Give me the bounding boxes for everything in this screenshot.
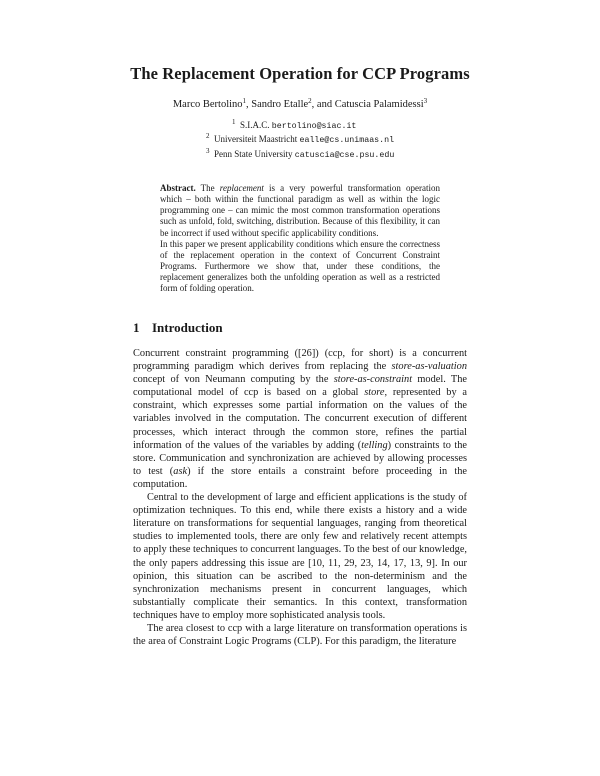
author-name: Marco Bertolino — [172, 99, 243, 110]
body-text-run: Concurrent constraint programming ([26]) (ccp, for short) is a concurrent programming paradigm which derives from replacing the — [133, 348, 467, 373]
body-paragraph — [133, 347, 467, 491]
abstract-text: is a very powerful transformation operation which – both within the functional paradigm as well as within the logic programming one – can mimic the most common transformation operations such as unfold, fold, switching, distribution. Because of this flexibility, it can be incorrect if used without specific applicability conditions. — [160, 183, 440, 238]
affiliation-institution: S.I.A.C. — [240, 120, 270, 130]
body-text-run: ) if the store entails a constraint before proceeding in the computation. — [133, 465, 468, 490]
author-mark: 2 — [308, 97, 312, 105]
body-paragraph: The area closest to ccp with a large literature on transformation operations is the area of Constraint Logic Programs (CLP). For this paradigm, the literature — [133, 622, 467, 648]
affiliation-institution: Penn State University — [214, 148, 293, 159]
emphasized-term: store-as-valuation — [391, 361, 467, 373]
author-list — [0, 99, 600, 110]
affiliation-email: ealle@cs.unimaas.nl — [299, 136, 395, 146]
emphasized-term: store-as-constraint — [333, 374, 413, 386]
abstract — [160, 183, 440, 295]
body-text-run: model. The computational model of ccp is based on a global — [133, 374, 467, 399]
paper-title: The Replacement Operation for CCP Programs — [130, 64, 470, 83]
author-name: Sandro Etalle — [251, 99, 309, 110]
author-mark: 1 — [242, 97, 247, 105]
author-mark: 3 — [423, 97, 428, 105]
abstract-paragraph: In this paper we present applicability conditions which ensure the correctness of the replacement operation in the context of Concurrent Constraint Programs. Furthermore we show that, under these conditions, the replacement generalizes both the unfolding operation as well as a restricted form of folding operation. — [160, 238, 440, 294]
abstract-emphasis: replacement — [219, 183, 264, 193]
affiliation-institution: Universiteit Maastricht — [214, 134, 298, 145]
body-text-run: ) constraints to the store. Communication and synchronization are achieved by allowing processes to test ( — [133, 439, 467, 477]
emphasized-term: store — [364, 387, 385, 399]
affiliation-mark: 2 — [206, 132, 210, 141]
abstract-paragraph — [160, 183, 440, 239]
affiliation-mark: 1 — [232, 118, 236, 126]
affiliation-list — [206, 119, 394, 162]
affiliation-email: bertolino@siac.it — [271, 122, 357, 131]
affiliation — [206, 119, 394, 133]
body-text-run: , represented by a constraint, which expresses some partial information on the values of the variables involved in the computation. The concurrent execution of different processes, which interact through the common store, refines the partial information of the values of the variables by adding ( — [133, 387, 468, 451]
affiliation-mark: 3 — [206, 146, 210, 155]
emphasized-term: ask — [173, 465, 188, 477]
affiliation-email: catuscia@cse.psu.edu — [294, 150, 395, 160]
section-title: Introduction — [152, 320, 223, 335]
section-number: 1 — [133, 320, 140, 335]
affiliation — [206, 148, 394, 162]
introduction-body — [133, 347, 467, 648]
author-separator: , and — [311, 99, 335, 110]
abstract-text: The — [195, 183, 220, 193]
author-name: Catuscia Palamidessi — [334, 99, 424, 110]
emphasized-term: telling — [361, 439, 388, 451]
section-heading — [133, 320, 223, 336]
author-separator: , — [246, 99, 252, 110]
abstract-label: Abstract. — [160, 183, 196, 193]
body-text-run: concept of von Neumann computing by the — [133, 374, 334, 386]
body-paragraph: Central to the development of large and efficient applications is the study of optimization techniques. To this end, while there exists a history and a wide literature on transformations for sequential languages, ranging from theoretical studies to implemented tools, there are only few and relatively recent attempts to apply these techniques to concurrent languages. To the best of our knowledge, the only papers addressing this issue are [10, 11, 29, 23, 14, 17, 13, 9]. In our opinion, this situation can be ascribed to the non-determinism and the synchronization mechanisms present in concurrent languages, which substantially complicate their semantics. In this context, transformation techniques have to employ more sophisticated analysis tools. — [133, 492, 468, 621]
affiliation — [206, 133, 394, 147]
